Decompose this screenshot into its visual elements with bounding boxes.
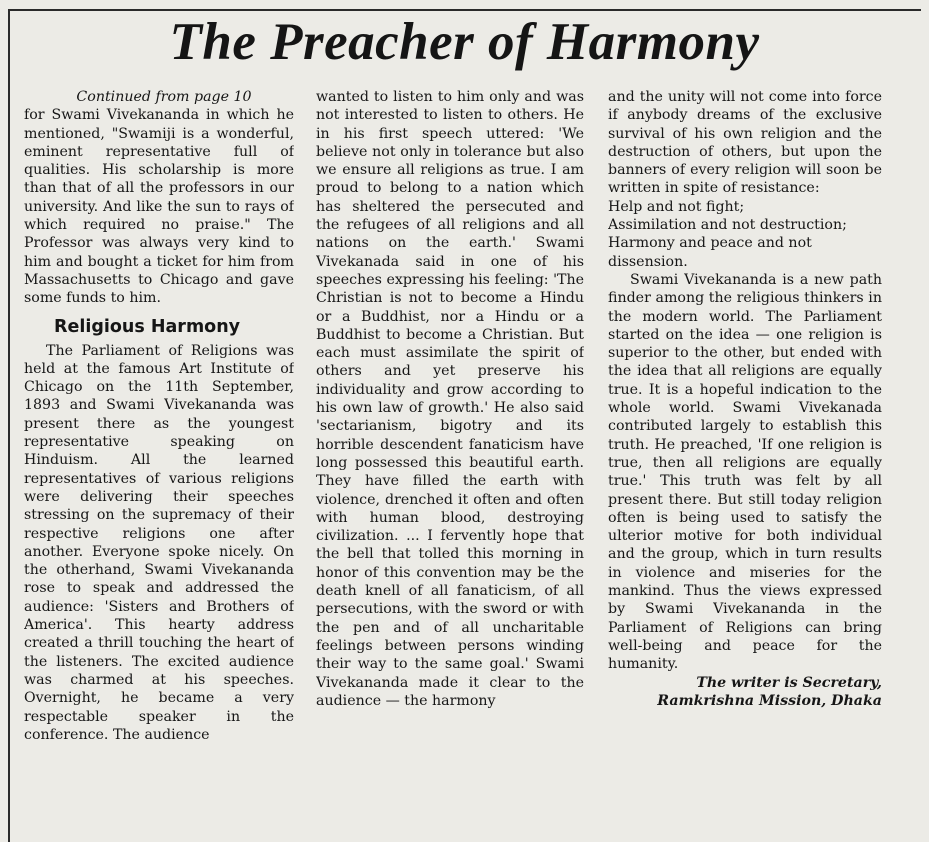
headline: The Preacher of Harmony bbox=[169, 13, 760, 71]
verse-line: Harmony and peace and not dissension. bbox=[608, 235, 812, 270]
column-3 bbox=[608, 88, 882, 832]
continued-note: Continued from page 10 bbox=[76, 89, 252, 105]
paragraph: wanted to listen to him only and was not interested to listen to others. He in his first speech uttered: 'We believe not only in tolerance but also we ensure all religions as true. I am proud to belong to a nation which has sheltered the persecuted and the refugees of all religions and all nations on the earth.' Swami Vivekanada said in one of his speeches expressing his feeling: 'The Christian is not to become a Hindu or a Buddhist, nor a Hindu or a Buddhist to become a Christian. But each must assimilate the spirit of others and yet preserve his individuality and grow according to his own law of growth.' He also said 'sectarianism, bigotry and its horrible descendent fanaticism have long possessed this beautiful earth. They have filled the earth with violence, drenched it often and often with human blood, destroying civilization. ... I fervently hope that the bell that tolled this morning in honor of this convention may be the death knell of all fanaticism, of all persecutions, with the sword or with the pen and of all uncharitable feelings between persons winding their way to the same goal.' Swami Vivekananda made it clear to the audience — the harmony bbox=[316, 89, 584, 709]
verse-line: Assimilation and not destruction; bbox=[608, 217, 847, 234]
paragraph: Swami Vivekananda is a new path finder among the religious thinkers in the modern world. The Parliament started on the idea — one religion is superior to the other, but ended with the idea that all religions are equally true. It is a hopeful indication to the whole world. Swami Vivekanada contributed largely to establish this truth. He preached, 'If one religion is true, then all religions are equally true.' This truth was felt by all present there. But still today religion often is being used to satisfy the ulterior motive for both individual and the group, which in turn results in violence and miseries for the mankind. Thus the views expressed by Swami Vivekananda in the Parliament of Religions can bring well-being and peace for the humanity. bbox=[608, 271, 882, 673]
paragraph: and the unity will not come into force if anybody dreams of the exclusive survival of his own religion and the destruction of others, but upon the banners of every religion will soon be written in spite of resistance: bbox=[608, 89, 882, 197]
left-rule bbox=[8, 9, 10, 842]
column-1 bbox=[24, 88, 294, 832]
top-rule bbox=[8, 9, 921, 11]
author-note: The writer is Secretary, Ramkrishna Mission, Dhaka bbox=[657, 674, 882, 709]
paragraph: The Parliament of Religions was held at the famous Art Institute of Chicago on the 11th September, 1893 and Swami Vivekananda was present there as the youngest representative speaking on Hinduism. All the learned representatives of various religions were delivering their speeches stressing on the supremacy of their respective religions one after another. Everyone spoke nicely. On the otherhand, Swami Vivekananda rose to speak and addressed the audience: 'Sisters and Brothers of America'. This hearty address created a thrill touching the heart of the listeners. The excited audience was charmed at his speeches. Overnight, he became a very respectable speaker in the conference. The audience bbox=[24, 342, 294, 743]
paragraph: for Swami Vivekananda in which he mentioned, "Swamiji is a wonderful, eminent representative full of qualities. His scholarship is more than that of all the professors in our university. And like the sun to rays of which required no praise." The Professor was always very kind to him and bought a ticket for him from Massachusetts to Chicago and gave some funds to him. bbox=[24, 107, 294, 307]
column-2 bbox=[316, 88, 584, 832]
verse-line: Help and not fight; bbox=[608, 198, 745, 215]
subheading: Religious Harmony bbox=[54, 316, 241, 337]
